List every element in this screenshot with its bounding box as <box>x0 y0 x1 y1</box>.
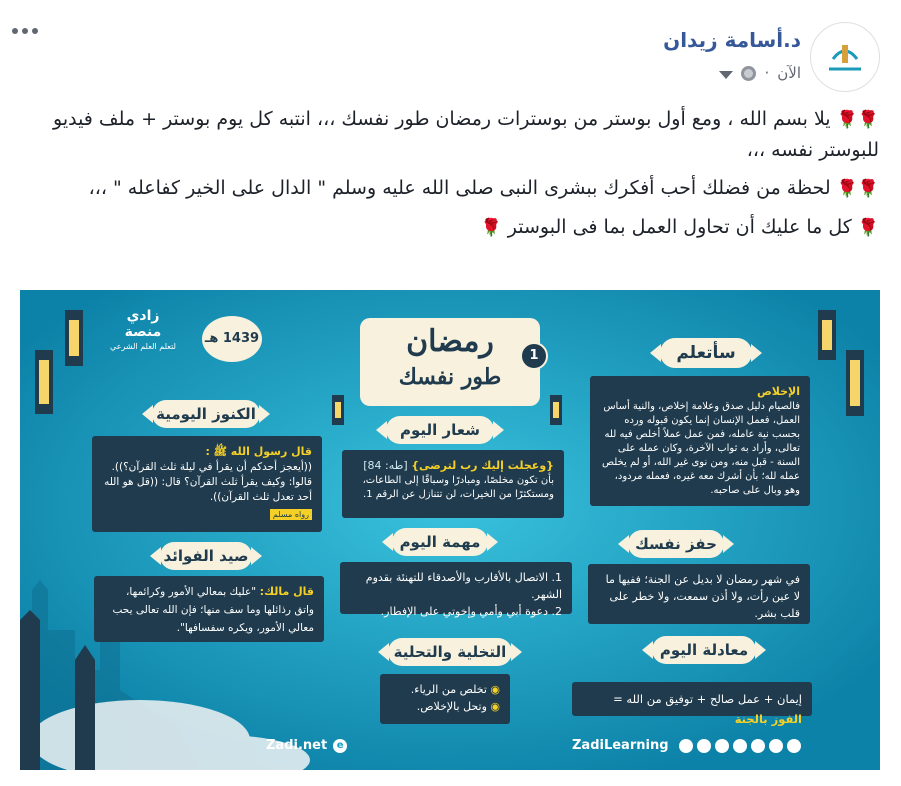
lantern-icon <box>846 350 864 416</box>
slogan-verse: {وعجلت إليك رب لترضى} <box>411 459 554 472</box>
treasures-source: رواه مسلم <box>270 509 312 520</box>
purify-item: تخلص من الرياء. <box>410 683 487 696</box>
learn-box <box>590 376 810 506</box>
treasures-box <box>92 436 322 532</box>
lantern-icon <box>35 350 53 414</box>
post-paragraph: لحظة من فضلك أحب أفكرك ببشرى النبى صلى الله عليه وسلم " الدال على الخير كفاعله " ،،، <box>88 177 831 199</box>
title-banner <box>360 318 540 406</box>
treasures-heading: قال رسول الله ﷺ : <box>205 445 312 458</box>
slogan-body: بأن تكون مخلصًا، ومبادرًا وسباقًا إلى الطاعات، ومستكثرًا من الخيرات، لن تتنازل عن الرقم 1. <box>362 475 554 500</box>
zadi-logo <box>108 308 178 351</box>
lantern-icon <box>550 395 562 425</box>
web-icon: e <box>333 739 347 753</box>
benefits-box <box>94 576 324 642</box>
twitter-icon <box>715 739 729 753</box>
section-title-benefits: صيد الفوائد <box>160 542 252 570</box>
motivate-body: في شهر رمضان لا بديل عن الجنة؛ ففيها ما لا عين رأت، ولا أذن سمعت، ولا خطر على قلب بشر. <box>605 573 800 620</box>
section-title-learn: سأتعلم <box>660 338 752 368</box>
social-handle: ZadiLearning <box>572 738 669 753</box>
site-link: Zadi.net <box>266 738 328 753</box>
footer-site <box>266 738 347 753</box>
section-title-purify: التخلية والتحلية <box>388 638 512 666</box>
lantern-icon <box>818 310 836 360</box>
instagram-icon <box>751 739 765 753</box>
author-name[interactable]: د.أسامة زيدان <box>663 28 801 52</box>
slogan-ref: [طه: 84] <box>363 459 408 472</box>
learn-heading: الإخلاص <box>756 385 800 398</box>
post-options-button[interactable] <box>12 28 38 34</box>
poster-title: رمضان <box>406 324 494 359</box>
section-title-slogan: شعار اليوم <box>386 416 494 444</box>
section-title-treasures: الكنوز اليومية <box>152 400 260 428</box>
footer-social <box>572 738 801 753</box>
section-title-equation: معادلة اليوم <box>652 636 756 664</box>
logo-subtitle: لتعلم العلم الشرعي <box>110 342 176 351</box>
equation-text: إيمان + عمل صالح + توفيق من الله = <box>613 692 802 706</box>
year-badge: 1439 هـ <box>202 316 262 362</box>
mission-item: 1. الاتصال بالأقارب والأصدقاء للتهنئة بقدوم الشهر. <box>365 571 562 601</box>
globe-icon[interactable] <box>741 66 756 81</box>
benefits-heading: قال مالك: <box>259 585 314 598</box>
mission-box <box>340 562 572 618</box>
post-text <box>20 104 879 251</box>
poster-subtitle: طور نفسك <box>398 364 502 390</box>
avatar[interactable] <box>810 22 880 92</box>
youtube-icon <box>679 739 693 753</box>
learn-body: فالصيام دليل صدق وعلامة إخلاص، والنية أساس العمل، فعمل الإنسان إنما يكون قبوله ورده بحسب نية عامله، فمن عمل عملاً أخلص فيه لله تعالى، وأراد به ثواب الآخرة، وكان عمله على السنة - قبل منه، ومن نوى غير الله، أو لم يخلص عمله لله؛ بأن أشرك معه غيره، فعمله مردود، وهو وبال على صاحبه. <box>601 401 800 496</box>
google-plus-icon <box>733 739 747 753</box>
chevron-down-icon[interactable] <box>719 71 733 79</box>
section-title-mission: مهمة اليوم <box>392 528 488 556</box>
poster-image[interactable] <box>20 290 880 770</box>
logo-text: زادي منصة <box>124 308 162 340</box>
telegram-icon <box>787 739 801 753</box>
equation-result: الفوز بالجنة <box>734 712 802 726</box>
bullet-icon: ◉ <box>490 700 500 713</box>
facebook-icon <box>697 739 711 753</box>
slogan-box <box>342 450 564 518</box>
equation-box <box>572 682 812 726</box>
post-paragraph: يلا بسم الله ، ومع أول بوستر من بوسترات رمضان طور نفسك ،،، انتبه كل يوم بوستر + ملف فيديو للبوستر نفسه ،،، <box>53 108 879 161</box>
section-title-motivate: حفز نفسك <box>628 530 724 558</box>
lantern-icon <box>65 310 83 366</box>
lantern-icon <box>332 395 344 425</box>
post-paragraph: كل ما عليك أن تحاول العمل بما فى البوستر <box>507 216 852 238</box>
rose-icon: 🌹🌹 <box>836 110 879 130</box>
benefits-body: "عليك بمعالي الأمور وكرائمها، واتق رذائلها وما سف منها؛ فإن الله تعالى يحب معالي الأمور، ويكره سفسافها". <box>112 586 314 634</box>
rose-icon: 🌹🌹 <box>836 179 879 199</box>
motivate-box <box>588 564 810 624</box>
treasures-body: ((أيعجز أحدكم أن يقرأ في ليلة ثلث القرآن؟)). قالوا: وكيف يقرأ ثلث القرآن؟ قال: ((قل هو الله أحد تعدل ثلث القرآن)). <box>104 461 312 503</box>
mission-item: 2. دعوة أبي وأمي وإخوتي على الإفطار. <box>380 605 562 618</box>
timestamp[interactable]: الآن <box>777 64 801 82</box>
day-number-badge: 1 <box>520 342 548 370</box>
post-meta: الآن · <box>719 64 801 82</box>
soundcloud-icon <box>769 739 783 753</box>
bullet-icon: ◉ <box>490 683 500 696</box>
purify-item: وتحل بالإخلاص. <box>416 700 487 713</box>
page-logo-icon <box>811 23 879 91</box>
rose-icon: 🌹 <box>857 218 879 238</box>
rose-icon: 🌹 <box>480 218 502 238</box>
purify-box <box>380 674 510 724</box>
